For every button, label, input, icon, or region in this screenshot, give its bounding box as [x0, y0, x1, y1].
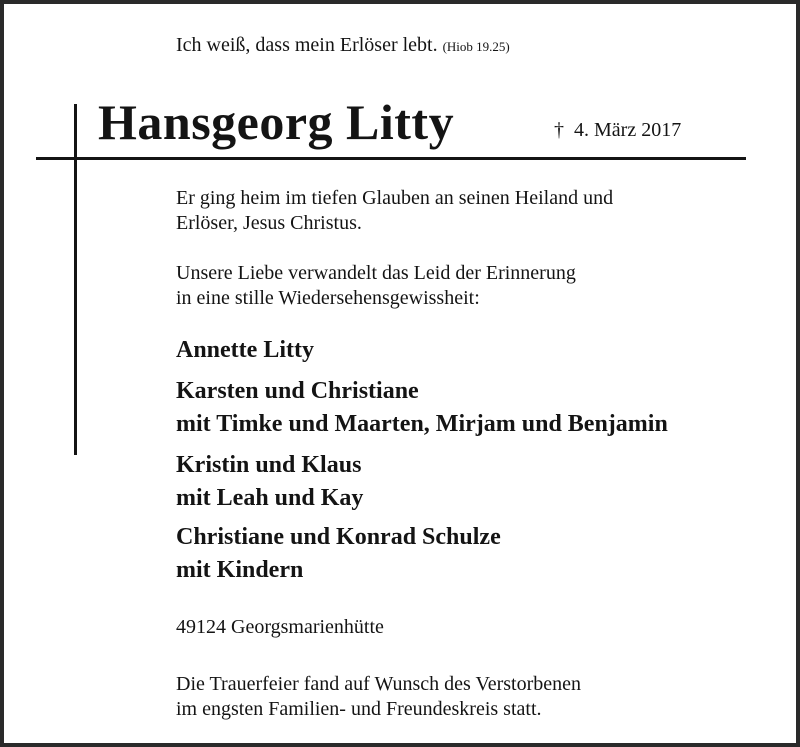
text-line: im engsten Familien- und Freundeskreis statt. [176, 698, 542, 720]
mourner-name: Kristin und Klaus [176, 452, 362, 478]
mourner-group [176, 334, 314, 367]
funeral-note [176, 672, 581, 722]
mourner-group [176, 521, 501, 587]
faith-paragraph [176, 186, 613, 236]
text-line: Die Trauerfeier fand auf Wunsch des Verstorbenen [176, 673, 581, 695]
place-address: 49124 Georgsmarienhütte [176, 616, 384, 638]
mourner-name: Christiane und Konrad Schulze [176, 524, 501, 550]
love-paragraph [176, 261, 576, 311]
death-date-line [554, 117, 681, 143]
mourner-name: Annette Litty [176, 337, 314, 363]
text-line: Er ging heim im tiefen Glauben an seinen Heiland und [176, 187, 614, 209]
bible-verse [176, 32, 510, 60]
mourner-name: Karsten und Christiane [176, 378, 419, 404]
text-line: Unsere Liebe verwandelt das Leid der Erinnerung [176, 262, 576, 284]
verse-text: Ich weiß, dass mein Erlöser lebt. [176, 34, 438, 56]
death-date: 4. März 2017 [574, 119, 682, 141]
verse-reference: (Hiob 19.25) [442, 39, 510, 54]
cross-horizontal-bar [36, 157, 746, 160]
text-line: Erlöser, Jesus Christus. [176, 212, 362, 234]
text-line: in eine stille Wiedersehensgewissheit: [176, 287, 480, 309]
mourner-name: mit Leah und Kay [176, 485, 364, 511]
deceased-name: Hansgeorg Litty [98, 94, 455, 150]
mourner-name: mit Timke und Maarten, Mirjam und Benjamin [176, 411, 668, 437]
mourner-group [176, 449, 363, 515]
mourner-name: mit Kindern [176, 557, 304, 583]
mourner-group [176, 375, 668, 441]
dagger-icon: † [554, 119, 564, 141]
